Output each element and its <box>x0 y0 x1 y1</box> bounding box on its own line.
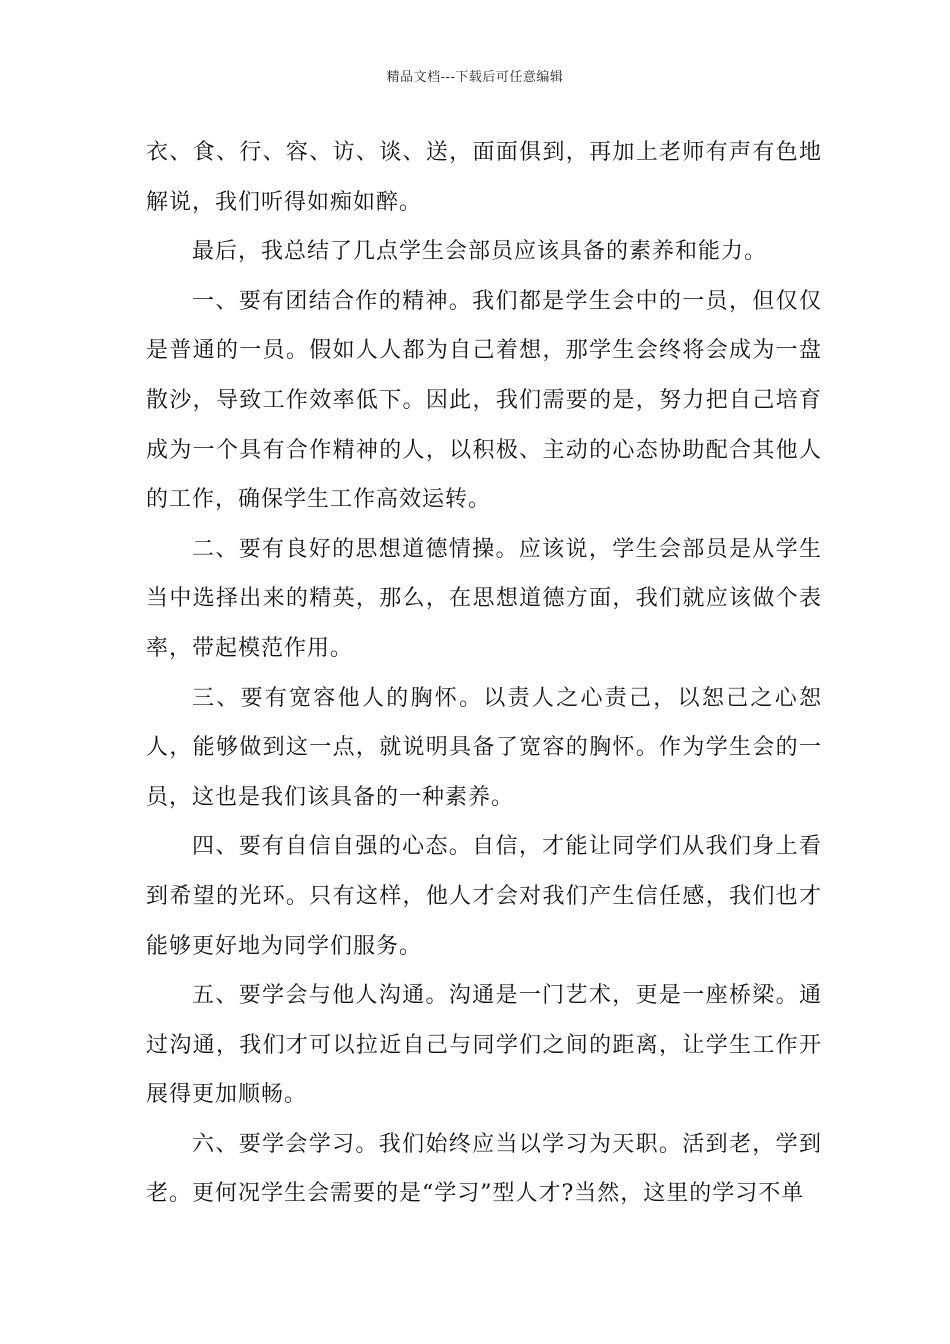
paragraph-continuation: 衣、食、行、容、访、谈、送，面面俱到，再加上老师有声有色地解说，我们听得如痴如醉。 <box>146 140 822 215</box>
paragraph-point-one: 一、要有团结合作的精神。我们都是学生会中的一员，但仅仅是普通的一员。假如人人都为自己着想，那学生会终将会成为一盘散沙，导致工作效率低下。因此，我们需要的是，努力把自己培育成为一个具有合作精神的人，以积极、主动的心态协助配合其他人的工作，确保学生工作高效运转。 <box>146 288 822 513</box>
document-body <box>146 128 822 1219</box>
page-header: 精品文档---下载后可任意编辑 <box>386 70 564 85</box>
paragraph-point-five: 五、要学会与他人沟通。沟通是一门艺术，更是一座桥梁。通过沟通，我们才可以拉近自己与同学们之间的距离，让学生工作开展得更加顺畅。 <box>146 983 822 1108</box>
paragraph-point-two: 二、要有良好的思想道德情操。应该说，学生会部员是从学生当中选择出来的精英，那么，在思想道德方面，我们就应该做个表率，带起模范作用。 <box>146 536 822 661</box>
paragraph-summary-intro: 最后，我总结了几点学生会部员应该具备的素养和能力。 <box>192 239 768 265</box>
paragraph-point-three: 三、要有宽容他人的胸怀。以责人之心责己，以恕己之心恕人，能够做到这一点，就说明具备了宽容的胸怀。作为学生会的一员，这也是我们该具备的一种素养。 <box>146 685 822 810</box>
paragraph-point-four: 四、要有自信自强的心态。自信，才能让同学们从我们身上看到希望的光环。只有这样，他人才会对我们产生信任感，我们也才能够更好地为同学们服务。 <box>146 834 822 959</box>
paragraph-point-six: 六、要学会学习。我们始终应当以学习为天职。活到老，学到老。更何况学生会需要的是“学习”型人才?当然，这里的学习不单 <box>146 1131 822 1207</box>
